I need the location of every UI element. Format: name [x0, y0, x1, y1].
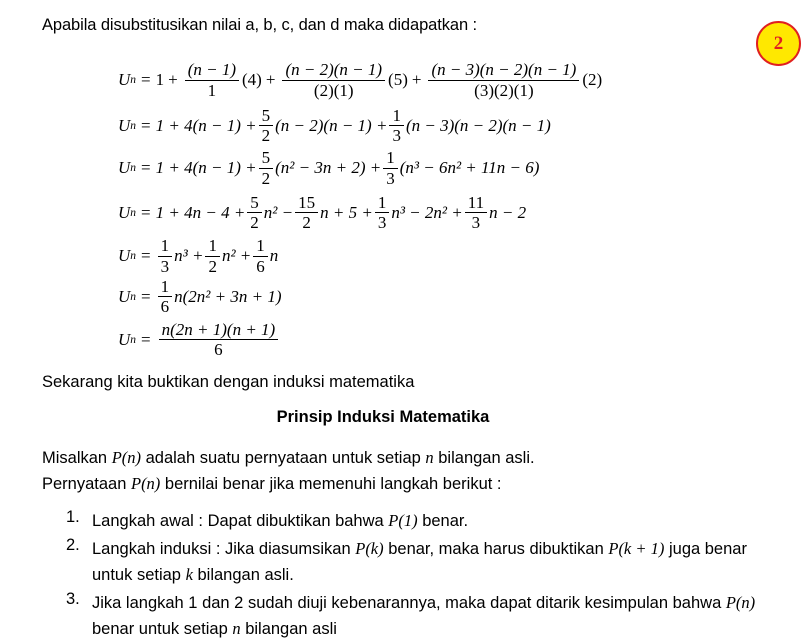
eq4-term1: 1 + 4n − 4 + [155, 202, 246, 222]
eq1-mult1: (4) [242, 70, 262, 89]
step2-part1: Langkah induksi : Jika diasumsikan [92, 540, 356, 559]
eq4-term5: n − 2 [489, 202, 527, 222]
list-item [66, 590, 766, 642]
eq2-term2: (n − 2)(n − 1) + [275, 115, 388, 135]
misalkan-part2: adalah suatu pernyataan untuk setiap [141, 449, 426, 467]
eq1-fraction-1 [185, 61, 239, 99]
eq1-frac1-den: 1 [207, 80, 217, 100]
eq1-plus3: + [411, 70, 422, 89]
eq2-frac2-den: 3 [392, 126, 401, 145]
eq3-frac2-num: 1 [383, 149, 398, 168]
eq7-lhs-sub: n [130, 333, 137, 346]
eq5-term3: n [269, 246, 279, 265]
step1-math1: P(1) [388, 511, 418, 530]
eq4-term2: n² − [263, 202, 294, 222]
eq5-frac1-num: 1 [158, 237, 173, 256]
eq4-frac3-num: 1 [375, 194, 390, 213]
eq6-lhs: U [118, 286, 131, 306]
step-text [92, 508, 766, 534]
eq1-frac3-num: (n − 3)(n − 2)(n − 1) [428, 61, 579, 80]
step-number: 1. [66, 508, 80, 526]
eq1-plus1: + [168, 70, 178, 89]
eq1-mult2: (5) [388, 70, 408, 89]
slide-number-text: 2 [773, 33, 784, 54]
equation-line-5 [118, 235, 718, 277]
eq2-frac2-num: 1 [389, 107, 404, 126]
step3-part1: Jika langkah 1 dan 2 sudah diuji kebenarannya, maka dapat ditarik kesimpulan bahwa [92, 594, 726, 613]
misalkan-part3: bilangan asli. [433, 449, 535, 467]
eq6-fraction-1 [158, 278, 173, 316]
eq1-frac3-den: (3)(2)(1) [474, 80, 534, 100]
misalkan-math1: P(n) [111, 448, 142, 467]
misalkan-math2: n [425, 448, 434, 467]
step2-part4: bilangan asli. [192, 566, 294, 585]
eq2-fraction-1 [259, 107, 274, 145]
eq3-fraction-2 [383, 149, 398, 187]
eq6-frac1-num: 1 [158, 278, 173, 297]
equation-line-2 [118, 105, 718, 146]
eq5-lhs: U [118, 246, 131, 265]
step-number: 2. [66, 536, 80, 555]
eq1-mult3: (2) [582, 70, 603, 89]
eq7-fraction-1 [159, 321, 279, 359]
eq7-equals: = [141, 329, 151, 349]
step-text [92, 536, 766, 588]
eq2-equals: = [141, 115, 151, 135]
eq4-fraction-3 [375, 194, 390, 232]
eq5-fraction-3 [253, 237, 268, 275]
equation-line-4 [118, 190, 718, 235]
eq4-frac1-num: 5 [247, 194, 262, 213]
eq7-lhs: U [118, 329, 131, 349]
eq5-frac1-den: 3 [160, 256, 170, 276]
step-text [92, 590, 766, 642]
misalkan-part1: Misalkan [42, 449, 112, 467]
list-item [66, 536, 766, 588]
eq3-lhs-sub: n [130, 162, 137, 174]
pernyataan-part2: bernilai benar jika memenuhi langkah berikut : [160, 475, 502, 493]
eq6-equals: = [141, 286, 151, 306]
eq3-equals: = [141, 158, 151, 177]
step3-part2: benar untuk setiap [92, 620, 233, 639]
step1-part2: benar. [417, 512, 469, 530]
eq4-term4: n³ − 2n² + [391, 202, 463, 222]
eq3-frac1-num: 5 [259, 149, 274, 168]
eq4-term3: n + 5 + [320, 202, 373, 222]
eq4-frac1-den: 2 [250, 213, 259, 232]
eq7-frac1-den: 6 [214, 340, 223, 359]
step2-math3: k [185, 565, 193, 585]
eq2-lhs: U [118, 115, 131, 135]
eq4-lhs-sub: n [130, 206, 137, 219]
slide-number-badge [756, 21, 801, 66]
step2-math2: P(k + 1) [608, 539, 665, 559]
eq1-plus2: + [265, 70, 276, 89]
eq4-fraction-4 [465, 194, 487, 232]
eq1-fraction-3 [428, 61, 579, 99]
eq5-term2: n² + [221, 246, 252, 265]
eq3-frac2-den: 3 [386, 168, 395, 188]
eq2-fraction-2 [389, 107, 404, 145]
eq3-lhs: U [118, 158, 131, 177]
eq5-frac2-den: 2 [208, 256, 217, 276]
eq1-term1: 1 [155, 70, 165, 89]
eq4-frac2-num: 15 [295, 194, 318, 213]
step-number: 3. [66, 590, 80, 609]
equation-line-1 [118, 55, 718, 105]
eq4-fraction-1 [247, 194, 262, 232]
eq3-term3: (n³ − 6n² + 11n − 6) [399, 158, 540, 177]
equation-line-3 [118, 146, 718, 190]
section-heading: Prinsip Induksi Matematika [276, 408, 490, 426]
eq1-equals: = [141, 70, 151, 89]
eq2-lhs-sub: n [130, 119, 137, 132]
eq6-frac1-den: 6 [160, 297, 170, 316]
eq2-term3: (n − 3)(n − 2)(n − 1) [405, 115, 551, 135]
eq5-frac2-num: 1 [205, 237, 220, 256]
eq5-fraction-2 [205, 237, 220, 275]
eq2-term1: 1 + 4(n − 1) + [155, 115, 257, 135]
eq6-term1: n(2n² + 3n + 1) [174, 286, 282, 306]
misalkan-line [42, 448, 535, 468]
pernyataan-line [42, 474, 502, 494]
step3-math1: P(n) [725, 593, 756, 613]
step3-part3: bilangan asli [240, 620, 337, 639]
equation-block [118, 55, 718, 363]
equation-line-6 [118, 277, 718, 316]
eq3-frac1-den: 2 [261, 168, 271, 188]
step2-part3: juga benar untuk setiap [92, 540, 747, 585]
eq5-lhs-sub: n [130, 250, 137, 262]
pernyataan-math1: P(n) [130, 474, 161, 493]
eq4-equals: = [141, 202, 151, 222]
eq4-frac2-den: 2 [302, 213, 311, 232]
equation-line-7 [118, 316, 718, 363]
steps-list [66, 508, 766, 644]
eq2-frac1-den: 2 [261, 126, 271, 145]
eq4-lhs: U [118, 202, 131, 222]
eq7-frac1-num: n(2n + 1)(n + 1) [159, 321, 279, 340]
eq1-frac2-den: (2)(1) [313, 80, 354, 100]
step2-math1: P(k) [355, 539, 384, 559]
sekarang-text: Sekarang kita buktikan dengan induksi matematika [42, 373, 415, 391]
eq4-fraction-2 [295, 194, 318, 232]
intro-text: Apabila disubstitusikan nilai a, b, c, dan d maka didapatkan : [42, 16, 477, 34]
eq5-fraction-1 [158, 237, 173, 275]
eq1-lhs-sub: n [130, 74, 137, 86]
eq2-frac1-num: 5 [259, 107, 274, 126]
eq5-term1: n³ + [174, 246, 204, 265]
eq1-frac2-num: (n − 2)(n − 1) [282, 61, 385, 80]
eq4-frac4-den: 3 [471, 213, 481, 232]
eq1-fraction-2 [282, 61, 385, 99]
eq1-frac1-num: (n − 1) [185, 61, 239, 80]
step3-math2: n [232, 619, 241, 639]
eq5-frac3-den: 6 [256, 256, 265, 276]
pernyataan-part1: Pernyataan [42, 475, 131, 493]
eq1-lhs: U [118, 70, 131, 89]
step2-part2: benar, maka harus dibuktikan [383, 540, 609, 559]
eq4-frac3-den: 3 [377, 213, 387, 232]
eq5-equals: = [141, 246, 151, 265]
eq3-term2: (n² − 3n + 2) + [275, 158, 382, 177]
eq5-frac3-num: 1 [253, 237, 268, 256]
step1-part1: Langkah awal : Dapat dibuktikan bahwa [92, 512, 389, 530]
eq6-lhs-sub: n [130, 290, 137, 303]
list-item [66, 508, 766, 534]
eq3-fraction-1 [259, 149, 274, 187]
eq3-term1: 1 + 4(n − 1) + [155, 158, 257, 177]
eq4-frac4-num: 11 [465, 194, 487, 213]
